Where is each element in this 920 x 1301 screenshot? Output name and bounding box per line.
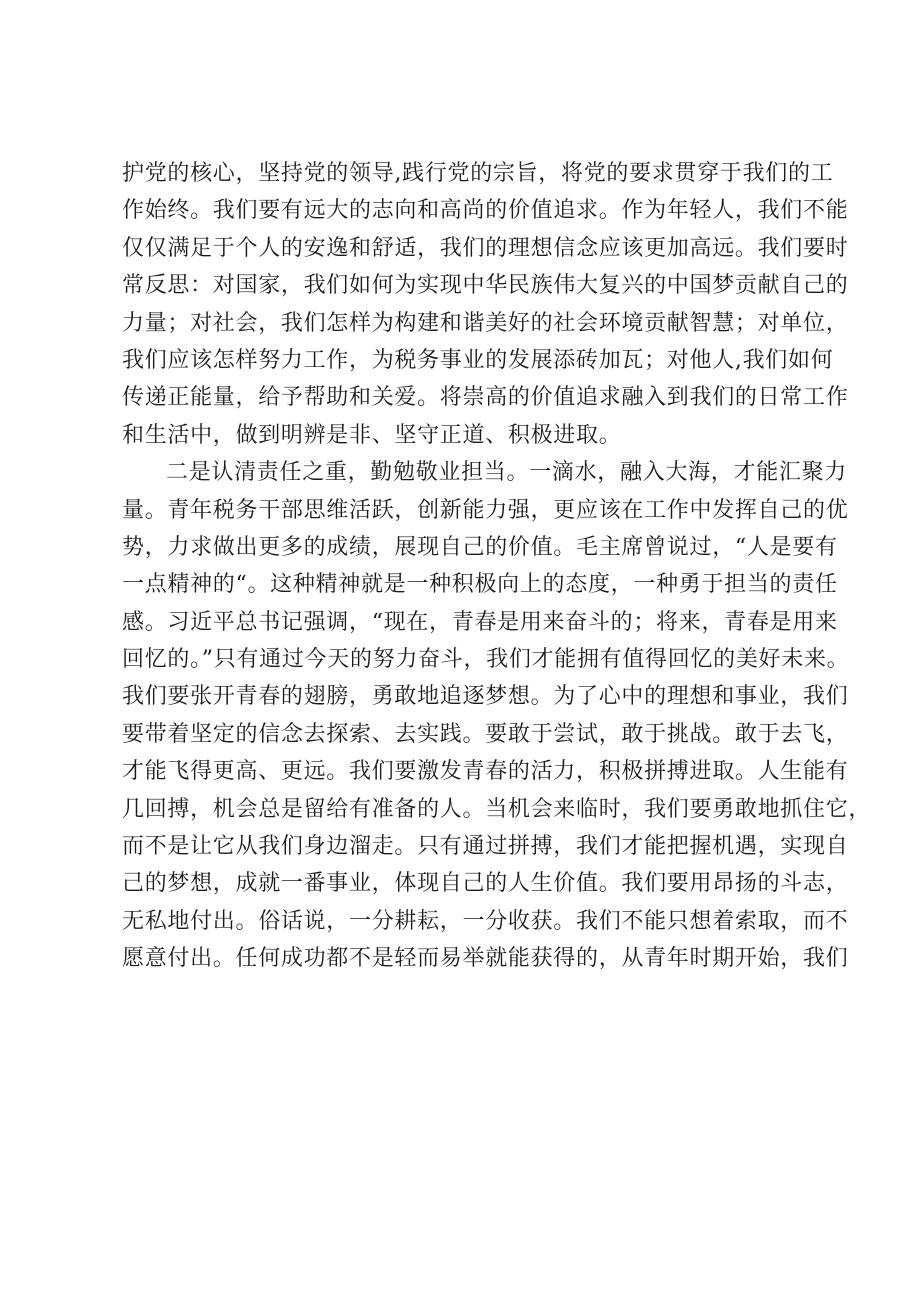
paragraph-start-line: 二是认清责任之重，勤勉敬业担当。一滴水，融入大海，才能汇聚力 [166,460,848,486]
text-line: 仅仅满足于个人的安逸和舒适，我们的理想信念应该更加高远。我们要时 [122,235,849,261]
text-line: 才能飞得更高、更远。我们要激发青春的活力，积极拼搏进取。人生能有 [122,759,849,785]
text-line: 量。青年税务干部思维活跃，创新能力强，更应该在工作中发挥自己的优 [122,497,849,523]
text-line: 愿意付出。任何成功都不是轻而易举就能获得的，从青年时期开始，我们 [122,946,849,972]
text-line: 回忆的。”只有通过今天的努力奋斗，我们才能拥有值得回忆的美好未来。 [122,647,850,673]
text-line: 传递正能量，给予帮助和关爱。将崇高的价值追求融入到我们的日常工作 [122,385,849,411]
text-line: 作始终。我们要有远大的志向和高尚的价值追求。作为年轻人，我们不能 [122,198,849,224]
text-line: 我们要张开青春的翅膀，勇敢地追逐梦想。为了心中的理想和事业，我们 [122,684,849,710]
text-line: 要带着坚定的信念去探索、去实践。要敢于尝试，敢于挑战。敢于去飞， [122,721,849,747]
text-line: 力量；对社会，我们怎样为构建和谐美好的社会环境贡献智慧；对单位， [122,310,849,336]
text-line: 几回搏，机会总是留给有准备的人。当机会来临时，我们要勇敢地抓住它， [122,796,872,822]
text-line: 无私地付出。俗话说，一分耕耘，一分收获。我们不能只想着索取，而不 [122,908,849,934]
text-line: 我们应该怎样努力工作，为税务事业的发展添砖加瓦；对他人,我们如何 [122,347,834,373]
text-line: 一点精神的“。这种精神就是一种积极向上的态度，一种勇于担当的责任 [122,572,838,598]
text-line: 而不是让它从我们身边溜走。只有通过拼搏，我们才能把握机遇，实现自 [122,834,849,860]
text-line: 常反思：对国家，我们如何为实现中华民族伟大复兴的中国梦贡献自己的 [122,273,849,299]
text-line: 和生活中，做到明辨是非、坚守正道、积极进取。 [122,422,622,448]
body-text [122,155,872,978]
text-line: 护党的核心，坚持党的领导,践行党的宗旨，将党的要求贯穿于我们的工 [122,161,834,186]
text-line: 势，力求做出更多的成绩，展现自己的价值。毛主席曾说过，“人是要有 [122,534,838,560]
text-line: 感。习近平总书记强调，“现在，青春是用来奋斗的；将来，青春是用来 [122,609,838,635]
text-line: 己的梦想，成就一番事业，体现自己的人生价值。我们要用昂扬的斗志， [122,871,849,897]
